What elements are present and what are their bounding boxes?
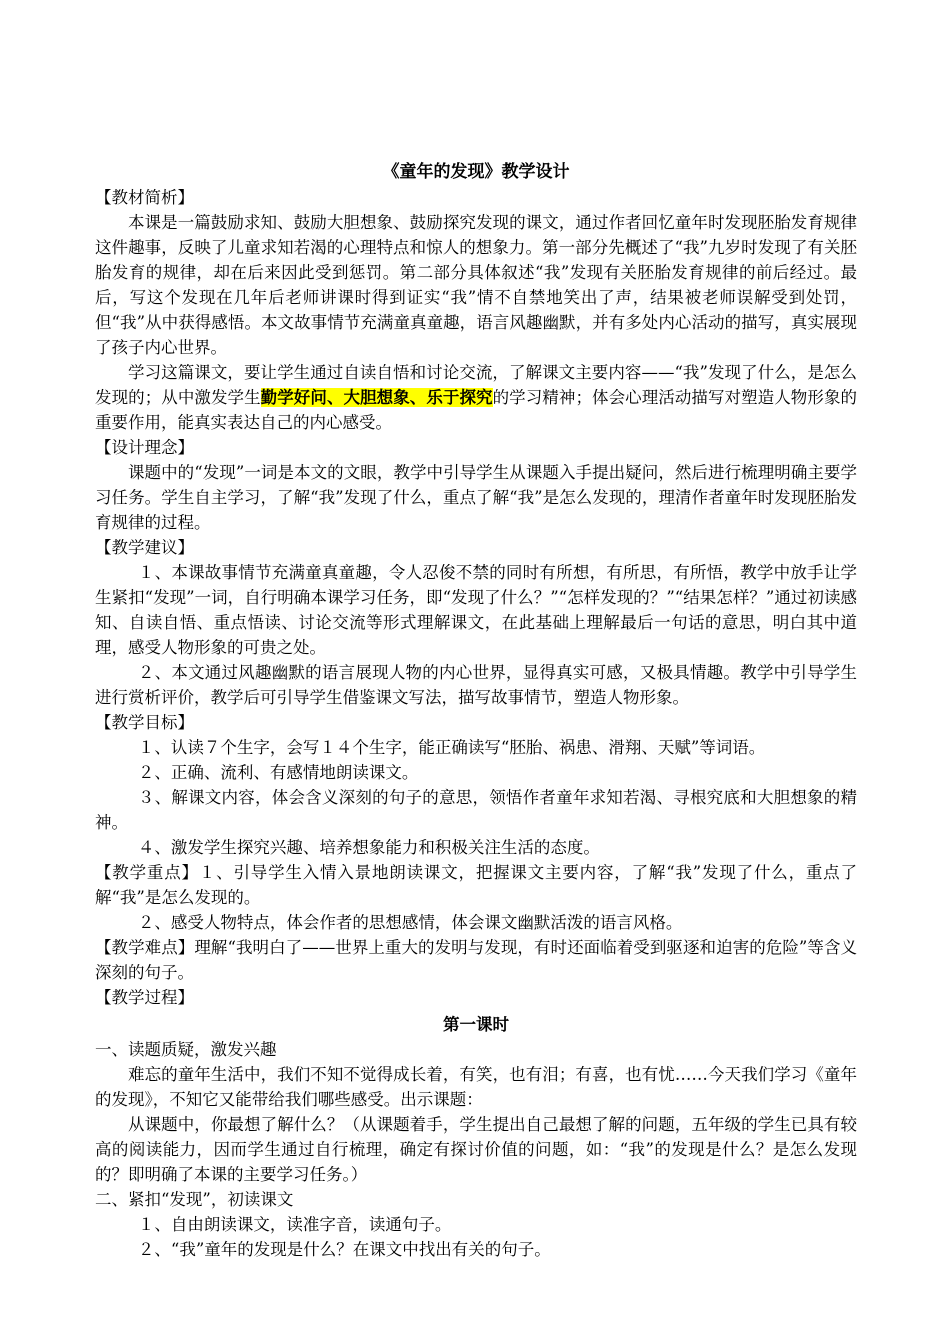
step-heading: 一、读题质疑，激发兴趣 <box>95 1040 277 1059</box>
paragraph: ２、本文通过风趣幽默的语言展现人物的内心世界，显得真实可感，又极具情趣。教学中引导学生进行赏析评价，教学后可引导学生借鉴课文写法，描写故事情节，塑造人物形象。 <box>95 663 857 707</box>
document-page <box>95 160 857 1262</box>
text-run: 的学习精神；体会心理活动描写对塑造人物形象的重要作用，能真实表达自己的内心感受。 <box>95 388 858 432</box>
document-title: 《童年的发现》教学设计 <box>382 162 570 182</box>
paragraph: 难忘的童年生活中，我们不知不觉得成长着，有笑，也有泪；有喜，也有忧……今天我们学习《童年的发现》，不知它又能带给我们哪些感受。出示课题： <box>95 1065 857 1109</box>
paragraph <box>95 935 857 985</box>
section-heading-concept: 【设计理念】 <box>95 438 194 457</box>
lesson-title: 第一课时 <box>443 1015 509 1034</box>
list-item: ３、解课文内容，体会含义深刻的句子的意思，领悟作者童年求知若渴、寻根究底和大胆想象的精神。 <box>95 788 857 832</box>
step-heading: 二、紧扣“发现”，初读课文 <box>95 1190 294 1209</box>
list-item: ２、正确、流利、有感情地朗读课文。 <box>137 763 419 782</box>
list-item: ２、感受人物特点，体会作者的思想感情，体会课文幽默活泼的语言风格。 <box>137 913 683 932</box>
text-run: 理解“我明白了——世界上重大的发明与发现，有时还面临着受到驱逐和迫害的危险”等含义深刻的句子。 <box>95 938 858 982</box>
section-heading-process: 【教学过程】 <box>95 988 194 1007</box>
paragraph <box>95 360 857 435</box>
list-item: ４、激发学生探究兴趣、培养想象能力和积极关注生活的态度。 <box>137 838 600 857</box>
paragraph: 课题中的“发现”一词是本文的文眼，教学中引导学生从课题入手提出疑问，然后进行梳理明确主要学习任务。学生自主学习，了解“我”发现了什么，重点了解“我”是怎么发现的，理清作者童年时发现胚胎发育规律的过程。 <box>95 463 857 532</box>
highlighted-text: 勤学好问、大胆想象、乐于探究 <box>260 388 493 407</box>
section-heading-analysis: 【教材简析】 <box>95 188 194 207</box>
list-item: ２、“我”童年的发现是什么？在课文中找出有关的句子。 <box>137 1240 551 1259</box>
list-item: １、认读７个生字，会写１４个生字，能正确读写“胚胎、祸患、滑翔、天赋”等词语。 <box>137 738 766 757</box>
section-heading-goals: 【教学目标】 <box>95 713 194 732</box>
paragraph: 从课题中，你最想了解什么？（从课题着手，学生提出自己最想了解的问题，五年级的学生已具有较高的阅读能力，因而学生通过自行梳理，确定有探讨价值的问题，如：“我”的发现是什么？是怎么发现的？即明确了本课的主要学习任务。） <box>95 1115 857 1184</box>
text-run: 学习这篇课文，要让学生通过自读自悟和讨论交流，了解课文主要内容——“我”发现了什么，是怎么发现的；从中激发学生 <box>95 363 857 407</box>
text-run: １、引导学生入情入景地朗读课文，把握课文主要内容，了解“我”发现了什么，重点了解“我”是怎么发现的。 <box>95 863 857 907</box>
section-heading-suggestions: 【教学建议】 <box>95 538 194 557</box>
section-heading-difficulties: 【教学难点】 <box>95 938 195 957</box>
list-item: １、自由朗读课文，读准字音，读通句子。 <box>137 1215 452 1234</box>
paragraph: １、本课故事情节充满童真童趣，令人忍俊不禁的同时有所想，有所思，有所悟，教学中放手让学生紧扣“发现”一词，自行明确本课学习任务，即“发现了什么？”“怎样发现的？”“结果怎样？”通过初读感知、自读自悟、重点悟读、讨论交流等形式理解课文，在此基础上理解最后一句话的意思，明白其中道理，感受人物形象的可贵之处。 <box>95 563 857 657</box>
section-heading-keypoints: 【教学重点】 <box>95 863 199 882</box>
paragraph <box>95 860 857 910</box>
paragraph: 本课是一篇鼓励求知、鼓励大胆想象、鼓励探究发现的课文，通过作者回忆童年时发现胚胎发育规律这件趣事，反映了儿童求知若渴的心理特点和惊人的想象力。第一部分先概述了“我”九岁时发现了有关胚胎发育的规律，却在后来因此受到惩罚。第二部分具体叙述“我”发现有关胚胎发育规律的前后经过。最后，写这个发现在几年后老师讲课时得到证实“我”情不自禁地笑出了声，结果被老师误解受到处罚，但“我”从中获得感悟。本文故事情节充满童真童趣，语言风趣幽默，并有多处内心活动的描写，真实展现了孩子内心世界。 <box>95 213 857 357</box>
